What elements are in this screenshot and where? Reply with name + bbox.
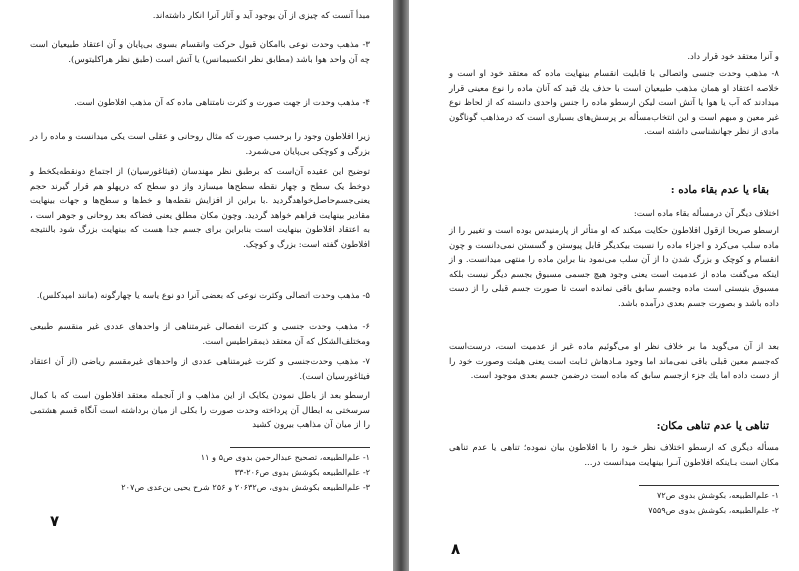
left-paragraph-9: ارسطو بعد از باطل نمودن یکایک از این مذاهب و از آنجمله معتقد افلاطون است که با کمال سرسختی به ابطال آن پرداخته وحدت صورت را بکلی از میان برداشته است آنگاه قسم هشتمی را از میان آن مذاهب بیرون کشید bbox=[30, 391, 370, 431]
right-section2-paragraph-1: مسأله دیگری که ارسطو اختلاف نظر خـود را با افلاطون بیان نموده؛ تناهی یا عدم تناهی مکان است بـاینکه افلاطون آنـرا بینهایت میدانست در... bbox=[449, 443, 779, 468]
left-paragraph-7: ۶- مذهب وحدت جنسی و کثرت انفصالی غیرمتناهی از واحدهای عددی غیر منقسم طبیعی ومختلف‌الشکل که آن معتقد ذیمقراطیس است. bbox=[30, 322, 370, 347]
left-footnote-rule bbox=[230, 447, 370, 448]
right-paragraph-2: ۸- مذهب وحدت جنسی واتصالی با قابلیت انقسام بینهایت ماده که معتقد خود او است و خلاصه اعتقاد او همان مذهب طبیعیان است با حذف یك قید که آنان ماده را نوع معینی قرار میدادند که آب یا هوا یا آتش است لیکن ارسطو ماده را جنس واحدی دانسته که از لحاظ نوع غیر معین و مبهم است و این انتخاب‌مسأله بر پرسش‌های بسیاری است که درمذاهب گوناگون مادی از نظر جهانشناسی داشته است. bbox=[449, 69, 779, 138]
section-title-space-finitude: تناهی یا عدم تناهی مکان: bbox=[656, 420, 769, 432]
right-footnote-rule bbox=[639, 485, 779, 486]
page-number-left: ۷ bbox=[50, 512, 60, 530]
right-footnote-1: ۱- علم‌الطبیعه، بکوشش بدوی ص۷۲ bbox=[657, 490, 779, 500]
left-page bbox=[0, 0, 393, 571]
left-paragraph-4: زیرا افلاطون وجود را برحسب صورت که مثال روحانی و عقلی است یکی میدانست و ماده را در بزرگی و کوچکی بی‌پایان می‌شمرد. bbox=[30, 132, 370, 157]
right-section1-paragraph-2: ارسطو صریحا ازقول افلاطون حکایت میکند که او متأثر از پارمنیدس بوده است و تغییر را از ماده سلب می‌کرد و اجزاء ماده را نسبت بیکدیگر قابل پیوستن و گسستن نمی‌دانست و چون انقسام و کوچک و بزرگ شدن دا از آن سلب می‌نمود بنا براین ماده را منتهی میدانست. و از اینکه می‌گفت ماده از عدمیت است یعنی وجود هیچ جسمی مسبوق بجسم دیگر نیست بلکه مسبوق بنیستی است ماده وجسم سابق باقی نمانده است تا صورت جسم قبلی را از دست داده باشد و بصورت جسم بعدی درآمده باشد. bbox=[449, 226, 779, 309]
right-section1-paragraph-1: اختلاف دیگر آن درمسأله بقاء ماده است: bbox=[633, 209, 779, 219]
page-number-right: ۸ bbox=[451, 540, 461, 558]
left-paragraph-2: ۳- مذهب وحدت نوعی باامکان قبول حرکت وانقسام بسوی بی‌پایان و آن اعتقاد طبیعیان است چه آن واحد هوا باشد (مطابق نظر انکسیمانس) یا آتش است (طبق نظر هراکلیتوس). bbox=[30, 40, 370, 65]
right-paragraph-1: و آنرا معتقد خود قرار داد. bbox=[687, 52, 779, 62]
right-section1-paragraph-3: بعد از آن می‌گوید ما بر خلاف نظر او می‌گوئیم ماده غیر از عدمیت است، درست‌است که‌جسم معین قبلی باقی نمی‌ماند اما وجود مـادهاش ثـابت است یعنی هیئت وصورت خود را از دست داده اما یك جزء ازجسم سابق که ماده است درضمن جسم بعدی موجود است. bbox=[449, 342, 779, 382]
left-footnote-1: ۱- علم‌الطبیعه، تصحیح عبدالرحمن بدوی ص۵ و ۱۱ bbox=[200, 452, 370, 462]
left-paragraph-3: ۴- مذهب وحدت از جهت صورت و کثرت نامتناهی ماده که آن مذهب افلاطون است. bbox=[74, 98, 370, 108]
left-paragraph-5: توضیح این عقیده آن‌است که برطبق نظر مهندسان (فیثاغورسیان) از اجتماع دونقطه‌یکخط و دوخط یک سطح و چهار نقطه سطح‌ها میسازد واز دو سطح که درپهلو هم قرار گیرند حجم یعنی‌جسم‌حاصل‌خواهدگردید .با براین از افزایش نقطه‌ها و خط‌ها و سطح‌ها و جهات بینهایت مقادیر بینهایت فراهم خواهد گردید. وچون مکان مطلق یعنی فضاکه بعد روحانی و جوهر است ، به اعتقاد افلاطون بینهایت است بنابراین برای جسم جدا هست که بینهایت بزرگ شود بالنتیجه افلاطون گفته است: بزرگ و کوچک. bbox=[30, 167, 370, 250]
left-paragraph-6: ۵- مذهب وحدت اتصالی وکثرت نوعی که بعضی آنرا دو نوع یاسه یا چهارگونه (مانند امپدکلس). bbox=[36, 291, 370, 301]
book-spine bbox=[393, 0, 409, 571]
left-footnote-2: ۲- علم‌الطبیعه بکوشش بدوی ص۲۰۶-۳۳ bbox=[234, 467, 370, 477]
right-footnote-2: ۲- علم‌الطبیعه، بکوشش بدوی ص۷۵۵۹ bbox=[648, 505, 779, 515]
left-paragraph-8: ۷- مذهب وحدت‌جنسی و کثرت غیرمتناهی عددی از واحدهای غیرمقسم ریاضی (از آن اعتقاد فیثاغورسیان است). bbox=[30, 357, 370, 382]
left-footnote-3: ۳- علم‌الطبیعه بکوشش بدوی، ص۲۰۶۳۲ و ۲۵۶ شرح یحیی بن‌عدی ص۲۰۷ bbox=[121, 482, 370, 492]
section-title-matter-persistence: بقاء یا عدم بقاء ماده : bbox=[670, 184, 769, 196]
right-page bbox=[409, 0, 799, 571]
left-paragraph-1: مبدأ آنست که چیزی از آن بوجود آید و آثار آنرا انکار داشته‌اند. bbox=[152, 11, 370, 21]
